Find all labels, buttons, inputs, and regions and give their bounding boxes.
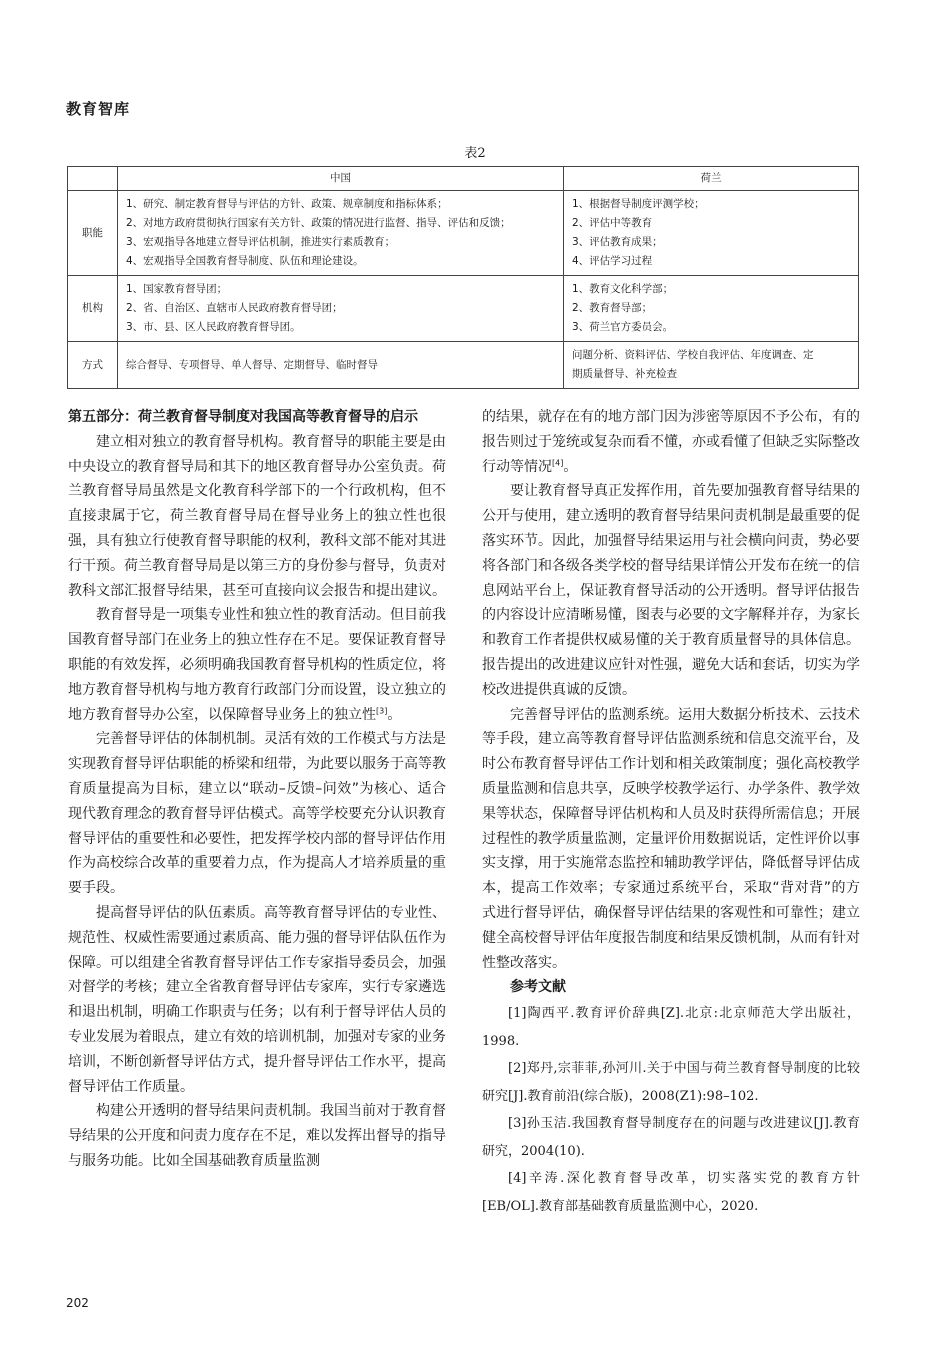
body-paragraph: 提高督导评估的队伍素质。高等教育督导评估的专业性、规范性、权威性需要通过素质高、能力强的督导评估队伍作为保障。可以组建全省教育督导评估工作专家指导委员会，加强对督学的考核；建立全省教育督导评估专家库，实行专家遴选和退出机制，明确工作职责与任务；以有利于督导评估人员的专业发展为着眼点，建立有效的培训机制，加强对专家的业务培训，不断创新督导评估方式，提升督导评估工作水平，提高督导评估工作质量。 [68, 904, 446, 1095]
paragraph-text: 教育督导是一项集专业性和独立性的教育活动。但目前我国教育督导部门在业务上的独立性存在不足。要保证教育督导职能的有效发挥，必须明确我国教育督导机构的性质定位，将地方教育督导机构与地方教育行政部门分而设置，设立独立的地方教育督导办公室，以保障督导业务上的独立性 [68, 607, 446, 723]
table-caption: 表2 [464, 146, 486, 161]
body-paragraph [482, 405, 860, 479]
table-line: 1、根据督导制度评测学校； [572, 198, 705, 210]
section-heading: 第五部分：荷兰教育督导制度对我国高等教育督导的启示 [68, 409, 418, 425]
table-line: 2、评估中等教育 [572, 217, 653, 229]
reference-item: [1]陶西平.教育评价辞典[Z].北京:北京师范大学出版社，1998. [482, 1006, 860, 1049]
row-label-functions: 职能 [68, 191, 118, 276]
cell-china-functions [118, 191, 564, 276]
row-label-institutions: 机构 [68, 276, 118, 342]
table-line: 3、荷兰官方委员会。 [572, 321, 674, 333]
paragraph-text: 的结果，就存在有的地方部门因为涉密等原因不予公布，有的报告则过于笼统或复杂而看不懂，亦或看懂了但缺乏实际整改行动等情况 [482, 409, 860, 475]
table-line: 3、评估教育成果； [572, 236, 663, 248]
body-paragraph: 建立相对独立的教育督导机构。教育督导的职能主要是由中央设立的教育督导局和其下的地区教育督导办公室负责。荷兰教育督导局虽然是文化教育科学部下的一个行政机构，但不直接隶属于它，荷兰教育督导局在督导业务上的独立性也很强，具有独立行使教育督导职能的权利，教科文部不能对其进行干预。荷兰教育督导局是以第三方的身份参与督导，负责对教科文部汇报督导结果，甚至可直接向议会报告和提出建议。 [68, 433, 446, 599]
table-line: 4、评估学习过程 [572, 255, 653, 267]
table-row-functions [68, 191, 859, 276]
table-row-methods [68, 342, 859, 389]
table-line: 期质量督导、补充检查 [572, 368, 677, 380]
table-line: 3、宏观指导各地建立督导评估机制，推进实行素质教育； [126, 236, 396, 248]
table-line: 2、教育督导部； [572, 302, 653, 314]
cell-netherlands-functions [564, 191, 859, 276]
cell-netherlands-methods [564, 342, 859, 389]
table-line: 3、市、县、区人民政府教育督导团。 [126, 321, 301, 333]
table-line: 1、研究、制定教育督导与评估的方针、政策、规章制度和指标体系； [126, 198, 448, 210]
comparison-table [67, 166, 859, 389]
reference-item: [4]辛涛.深化教育督导改革，切实落实党的教育方针[EB/OL].教育部基础教育质量监测中心，2020. [482, 1171, 860, 1214]
cell-china-methods [118, 342, 564, 389]
table-row-institutions [68, 276, 859, 342]
table-line: 1、教育文化科学部； [572, 283, 674, 295]
reference-item: [2]郑丹,宗菲菲,孙河川.关于中国与荷兰教育督导制度的比较研究[J].教育前沿(综合版)，2008(Z1):98–102. [482, 1061, 860, 1104]
paragraph-end: 。 [563, 458, 578, 475]
table-line: 2、对地方政府贯彻执行国家有关方针、政策的情况进行监督、指导、评估和反馈； [126, 217, 511, 229]
row-label-methods: 方式 [68, 342, 118, 389]
table-corner-cell [68, 167, 118, 191]
body-paragraph: 要让教育督导真正发挥作用，首先要加强教育督导结果的公开与使用，建立透明的教育督导结果问责机制是最重要的促落实环节。因此，加强督导结果运用与社会横向问责，势必要将各部门和各级各类学校的督导结果详情公开发布在统一的信息网站平台上，保证教育督导活动的公开透明。督导评估报告的内容设计应清晰易懂，图表与必要的文字解释并存，为家长和教育工作者提供权威易懂的关于教育质量督导的具体信息。报告提出的改进建议应针对性强，避免大话和套话，切实为学校改进提供真诚的反馈。 [482, 483, 860, 698]
paragraph-end: 。 [387, 706, 402, 723]
references-title: 参考文献 [510, 979, 566, 996]
column-header-china: 中国 [118, 167, 564, 191]
table-header-row [68, 167, 859, 191]
left-column [68, 405, 446, 1174]
reference-item: [3]孙玉洁.我国教育督导制度存在的问题与改进建议[J].教育研究，2004(10). [482, 1116, 860, 1159]
table-line: 2、省、自治区、直辖市人民政府教育督导团； [126, 302, 343, 314]
table-line: 综合督导、专项督导、单人督导、定期督导、临时督导 [126, 358, 378, 371]
table-line: 1、国家教育督导团； [126, 283, 228, 295]
column-header-netherlands: 荷兰 [564, 167, 859, 191]
citation-marker: [4] [552, 457, 564, 467]
page-number: 202 [66, 1296, 89, 1310]
table-line: 问题分析、资料评估、学校自我评估、年度调查、定 [572, 349, 814, 361]
cell-china-institutions [118, 276, 564, 342]
running-head: 教育智库 [66, 100, 131, 118]
body-paragraph: 构建公开透明的督导结果问责机制。我国当前对于教育督导结果的公开度和问责力度存在不足，难以发挥出督导的指导与服务功能。比如全国基础教育质量监测 [68, 1103, 446, 1169]
table-line: 4、宏观指导全国教育督导制度、队伍和理论建设。 [126, 255, 364, 267]
right-column [482, 405, 860, 1220]
citation-marker: [3] [376, 705, 388, 715]
body-paragraph: 完善督导评估的体制机制。灵活有效的工作模式与方法是实现教育督导评估职能的桥梁和纽带，为此要以服务于高等教育质量提高为目标，建立以“联动–反馈–问效”为核心、适合现代教育理念的教育督导评估模式。高等学校要充分认识教育督导评估的重要性和必要性，把发挥学校内部的督导评估作用作为高校综合改革的重要着力点，作为提高人才培养质量的重要手段。 [68, 731, 446, 897]
body-paragraph: 完善督导评估的监测系统。运用大数据分析技术、云技术等手段，建立高等教育督导评估监测系统和信息交流平台，及时公布教育督导评估工作计划和相关政策制度；强化高校教学质量监测和信息共享，反映学校教学运行、办学条件、教学效果等状态，保障督导评估机构和人员及时获得所需信息；开展过程性的教学质量监测，定量评价用数据说话，定性评价以事实支撑，用于实施常态监控和辅助教学评估，降低督导评估成本，提高工作效率；专家通过系统平台，采取“背对背”的方式进行督导评估，确保督导评估结果的客观性和可靠性；建立健全高校督导评估年度报告制度和结果反馈机制，从而有针对性整改落实。 [482, 706, 860, 971]
body-paragraph [68, 603, 446, 727]
cell-netherlands-institutions [564, 276, 859, 342]
